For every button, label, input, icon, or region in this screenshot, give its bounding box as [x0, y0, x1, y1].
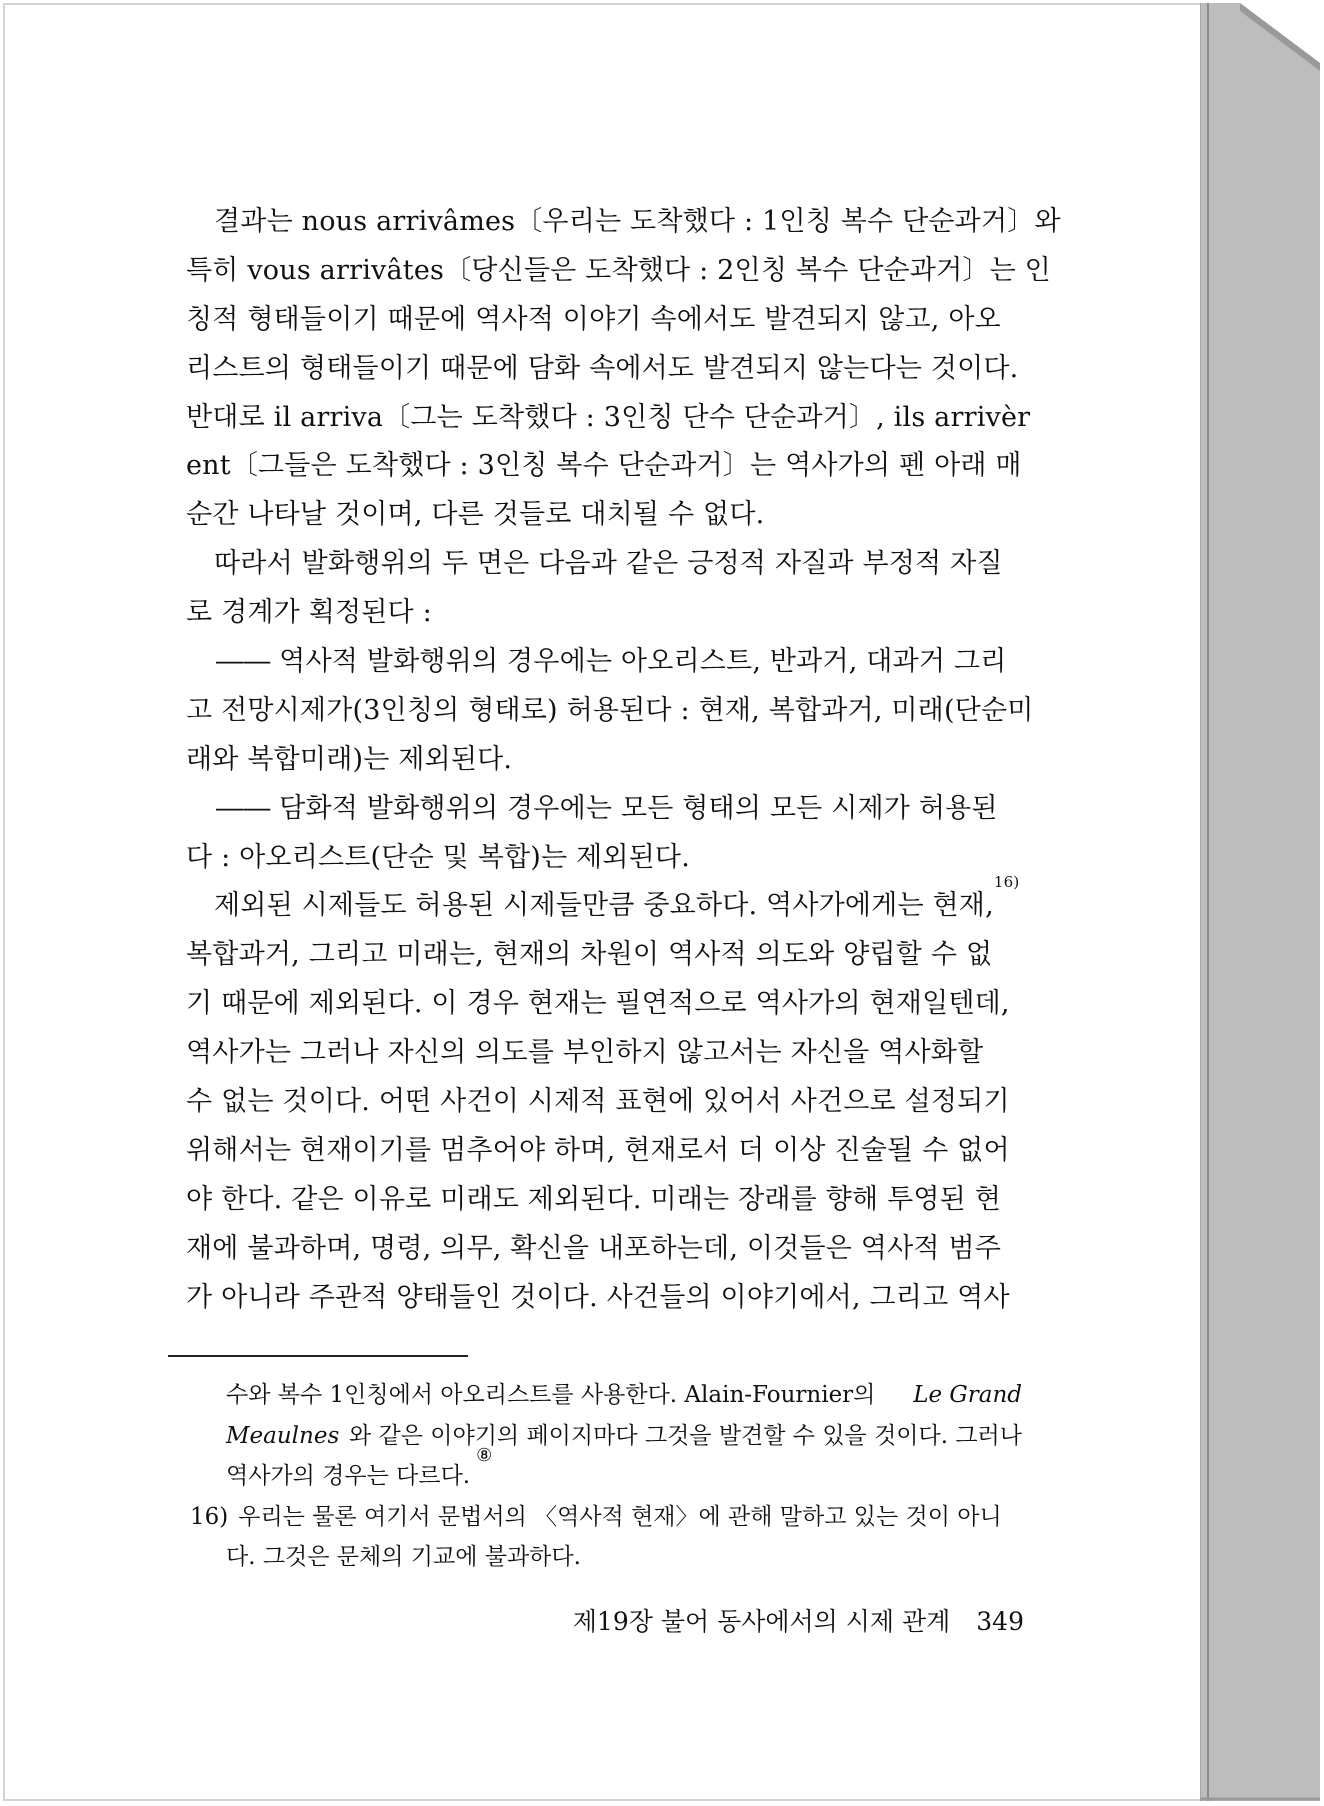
text-line: 따라서 발화행위의 두 면은 다음과 같은 긍정적 자질과 부정적 자질 [214, 548, 1003, 580]
footnote-marker-16: 16) [993, 873, 1020, 892]
text-fragment: 제외된 시제들도 허용된 시제들만큼 중요하다. 역사가에게는 현재, [214, 890, 994, 922]
text-line: 역사가는 그러나 자신의 의도를 부인하지 않고서는 자신을 역사화할 [186, 1037, 984, 1069]
circled-mark: ⑧ [476, 1445, 493, 1466]
text-line: 로 경계가 획정된다 : [186, 597, 432, 629]
book-title: Le Grand [913, 1382, 1022, 1408]
text-fragment: 수와 복수 1인칭에서 아오리스트를 사용한다. Alain-Fournier의 [226, 1382, 876, 1408]
text-line: ent〔그들은 도착했다 : 3인칭 복수 단순과거〕는 역사가의 펜 아래 매 [186, 450, 1022, 482]
text-line: 고 전망시제가(3인칭의 형태로) 허용된다 : 현재, 복합과거, 미래(단순미 [186, 694, 1034, 726]
text-line: ―― 역사적 발화행위의 경우에는 아오리스트, 반과거, 대과거 그리 [216, 646, 1007, 678]
text-line: 수 없는 것이다. 어떤 사건이 시제적 표현에 있어서 사건으로 설정되기 [186, 1086, 1010, 1118]
footnotes [190, 1375, 1022, 1578]
text-line: ―― 담화적 발화행위의 경우에는 모든 형태의 모든 시제가 허용된 [216, 792, 998, 824]
body-text [186, 198, 1061, 1322]
footnote-16 [190, 1497, 1022, 1538]
book-title: Meaulnes [226, 1422, 340, 1449]
text-line: 재에 불과하며, 명령, 의무, 확신을 내포하는데, 이것들은 역사적 범주 [186, 1232, 1002, 1264]
footnote-line [190, 1375, 1022, 1416]
text-line-with-ref [186, 873, 1020, 931]
running-footer [484, 1602, 1024, 1638]
text-line: 가 아니라 주관적 양태들인 것이다. 사건들의 이야기에서, 그리고 역사 [186, 1281, 1010, 1313]
text-line: 기 때문에 제외된다. 이 경우 현재는 필연적으로 역사가의 현재일텐데, [186, 988, 1010, 1020]
text-line: 칭적 형태들이기 때문에 역사적 이야기 속에서도 발견되지 않고, 아오 [186, 303, 1001, 335]
text-line: 순간 나타날 것이며, 다른 것들로 대치될 수 없다. [186, 499, 765, 531]
text-fragment: 와 같은 이야기의 페이지마다 그것을 발견할 수 있을 것이다. 그러나 [349, 1422, 1022, 1449]
text-line: 위해서는 현재이기를 멈추어야 하며, 현재로서 더 이상 진술될 수 없어 [186, 1134, 1010, 1166]
footnote-divider [168, 1355, 468, 1357]
text-line: 복합과거, 그리고 미래는, 현재의 차원이 역사적 의도와 양립할 수 없 [186, 939, 993, 971]
text-line: 리스트의 형태들이기 때문에 담화 속에서도 발견되지 않는다는 것이다. [186, 352, 1019, 384]
text-line: 특히 vous arrivâtes〔당신들은 도착했다 : 2인칭 복수 단순과거〕는 인 [186, 254, 1051, 286]
page-edge-stack [1200, 3, 1320, 1801]
text-fragment: 우리는 물론 여기서 문법서의 〈역사적 현재〉에 관해 말하고 있는 것이 아니 [238, 1503, 1002, 1530]
text-fragment: 역사가의 경우는 다르다. [226, 1463, 471, 1489]
footnote-number: 16) [190, 1503, 229, 1530]
text-line: 야 한다. 같은 이유로 미래도 제외된다. 미래는 장래를 향해 투영된 현 [186, 1183, 1002, 1215]
footnote-line [190, 1416, 1022, 1457]
text-line: 래와 복합미래)는 제외된다. [186, 743, 513, 775]
text-line: 다 : 아오리스트(단순 및 복합)는 제외된다. [186, 841, 690, 873]
page-number: 349 [976, 1607, 1024, 1636]
footnote-line [190, 1445, 1022, 1497]
chapter-title: 제19장 불어 동사에서의 시제 관계 [572, 1607, 951, 1636]
text-line: 결과는 nous arrivâmes〔우리는 도착했다 : 1인칭 복수 단순과거〕와 [214, 206, 1061, 237]
footnote-line: 다. 그것은 문체의 기교에 불과하다. [226, 1544, 581, 1570]
text-line: 반대로 il arriva〔그는 도착했다 : 3인칭 단수 단순과거〕, ils arrivèr [186, 401, 1031, 433]
